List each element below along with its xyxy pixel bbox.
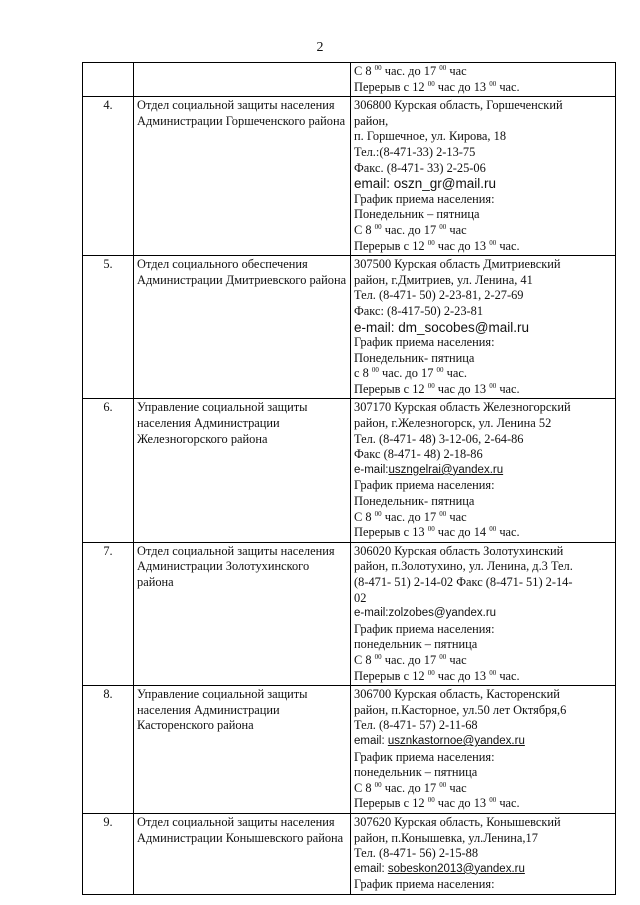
contact-text: 02 bbox=[354, 590, 367, 605]
contact-line bbox=[354, 416, 612, 432]
contact-line bbox=[354, 781, 612, 797]
contact-text: район, г.Дмитриев, ул. Ленина, 41 bbox=[354, 272, 533, 287]
table-row bbox=[83, 813, 616, 894]
contact-text[interactable]: sobeskon2013@yandex.ru bbox=[387, 862, 525, 875]
contact-line bbox=[354, 432, 612, 448]
contact-line bbox=[354, 64, 612, 80]
contact-line bbox=[354, 192, 612, 208]
contact-info-cell bbox=[351, 399, 616, 542]
row-number-cell bbox=[83, 63, 134, 97]
table-row bbox=[83, 97, 616, 256]
row-number-cell: 5. bbox=[83, 256, 134, 399]
contact-text: С 8 bbox=[354, 64, 375, 78]
contact-line bbox=[354, 176, 612, 192]
contact-text[interactable]: usznkastornoe@yandex.ru bbox=[387, 734, 525, 747]
contact-line bbox=[354, 846, 612, 862]
contact-text: Тел. (8-471- 56) 2-15-88 bbox=[354, 846, 479, 861]
contact-text: час до 14 bbox=[434, 525, 490, 540]
contact-line bbox=[354, 304, 612, 320]
time-superscript: 00 bbox=[489, 668, 497, 677]
contact-text: час. до 17 bbox=[381, 64, 440, 78]
contact-text: Перерыв с 12 bbox=[354, 79, 428, 94]
contact-text: час. bbox=[443, 366, 467, 381]
contact-line bbox=[354, 796, 612, 812]
time-superscript: 00 bbox=[427, 796, 435, 805]
time-superscript: 00 bbox=[489, 381, 497, 390]
contact-line bbox=[354, 478, 612, 494]
contact-line bbox=[354, 831, 612, 847]
contact-text: понедельник – пятница bbox=[354, 637, 478, 652]
time-superscript: 00 bbox=[489, 238, 497, 247]
contact-line bbox=[354, 273, 612, 289]
contact-line bbox=[354, 815, 612, 831]
contact-text: С 8 bbox=[354, 509, 375, 524]
contact-text: час. до 17 bbox=[378, 366, 437, 381]
contact-line bbox=[354, 653, 612, 669]
contact-text: район, г.Железногорск, ул. Ленина 52 bbox=[354, 416, 552, 431]
contact-text: e-mail: dm_socobes@mail.ru bbox=[354, 319, 530, 335]
time-superscript: 00 bbox=[439, 509, 447, 518]
contact-line bbox=[354, 750, 612, 766]
time-superscript: 00 bbox=[489, 525, 497, 534]
contact-text: час до 13 bbox=[434, 79, 490, 94]
contact-text: Факс (8-471- 48) 2-18-86 bbox=[354, 447, 483, 462]
contact-text: час до 13 bbox=[434, 238, 490, 253]
contact-text: с 8 bbox=[354, 366, 372, 381]
contact-line bbox=[354, 351, 612, 367]
contact-text: Факс: (8-417-50) 2-23-81 bbox=[354, 303, 484, 318]
contact-text: час до 13 bbox=[434, 796, 490, 811]
table-row bbox=[83, 399, 616, 542]
contact-text: e-mail: bbox=[354, 463, 389, 476]
contact-line bbox=[354, 335, 612, 351]
contact-text: email: oszn_gr@mail.ru bbox=[354, 176, 497, 192]
contact-line bbox=[354, 622, 612, 638]
contact-text: e-mail:zolzobes@yandex.ru bbox=[354, 607, 497, 620]
time-superscript: 00 bbox=[439, 780, 447, 789]
contact-text: 307170 Курская область Железногорский bbox=[354, 400, 571, 415]
contact-text: Перерыв с 13 bbox=[354, 525, 428, 540]
contact-line bbox=[354, 637, 612, 653]
row-number-cell: 8. bbox=[83, 686, 134, 814]
contact-text: Факс. (8-471- 33) 2-25-06 bbox=[354, 160, 486, 175]
contact-text: понедельник – пятница bbox=[354, 765, 478, 780]
contact-text: График приема населения: bbox=[354, 478, 495, 493]
contact-text: район, bbox=[354, 113, 389, 128]
time-superscript: 00 bbox=[439, 652, 447, 661]
contact-text: час. bbox=[496, 381, 520, 396]
contact-line bbox=[354, 320, 612, 336]
time-superscript: 00 bbox=[489, 796, 497, 805]
time-superscript: 00 bbox=[427, 79, 435, 88]
contact-text: час. bbox=[496, 668, 520, 683]
contact-text: Тел. (8-471- 50) 2-23-81, 2-27-69 bbox=[354, 288, 524, 303]
contact-line bbox=[354, 525, 612, 541]
page-number: 2 bbox=[316, 40, 324, 55]
contact-text: район, п.Конышевка, ул.Ленина,17 bbox=[354, 830, 538, 845]
table-row bbox=[83, 256, 616, 399]
time-superscript: 00 bbox=[439, 64, 447, 72]
contact-line bbox=[354, 400, 612, 416]
contact-text[interactable]: uszngelrai@yandex.ru bbox=[388, 463, 504, 476]
time-superscript: 00 bbox=[439, 222, 447, 231]
contact-text: Тел. (8-471- 57) 2-11-68 bbox=[354, 718, 478, 733]
time-superscript: 00 bbox=[374, 509, 382, 518]
contact-text: Тел.:(8-471-33) 2-13-75 bbox=[354, 144, 476, 159]
contact-line bbox=[354, 288, 612, 304]
contact-text: С 8 bbox=[354, 780, 375, 795]
contact-text: email: bbox=[354, 862, 388, 875]
contact-line bbox=[354, 591, 612, 607]
organization-cell: Управление социальной защиты населения Администрации Железногорского района bbox=[134, 399, 351, 542]
contact-line bbox=[354, 510, 612, 526]
contact-info-cell bbox=[351, 813, 616, 894]
organization-cell: Отдел социальной защиты населения Администрации Золотухинского района bbox=[134, 542, 351, 685]
contact-text: График приема населения: bbox=[354, 877, 495, 892]
contact-text: час до 13 bbox=[434, 381, 490, 396]
contact-text: email: bbox=[354, 734, 388, 747]
contact-line bbox=[354, 765, 612, 781]
contact-text: Перерыв с 12 bbox=[354, 668, 428, 683]
contact-text: час. до 17 bbox=[381, 509, 440, 524]
contact-text: Понедельник- пятница bbox=[354, 494, 475, 509]
contact-line bbox=[354, 447, 612, 463]
contact-text: час bbox=[446, 780, 467, 795]
table-row bbox=[83, 542, 616, 685]
contact-text: час до 13 bbox=[434, 668, 490, 683]
time-superscript: 00 bbox=[374, 64, 382, 72]
contact-info-cell bbox=[351, 686, 616, 814]
organization-cell bbox=[134, 63, 351, 97]
table-row bbox=[83, 686, 616, 814]
organization-cell: Управление социальной защиты населения Администрации Касторенского района bbox=[134, 686, 351, 814]
time-superscript: 00 bbox=[374, 780, 382, 789]
contact-info-cell bbox=[351, 542, 616, 685]
contact-line bbox=[354, 223, 612, 239]
contact-line bbox=[354, 366, 612, 382]
time-superscript: 00 bbox=[427, 238, 435, 247]
row-number-cell: 7. bbox=[83, 542, 134, 685]
contact-text: Понедельник – пятница bbox=[354, 207, 480, 222]
contact-text: час bbox=[446, 64, 467, 78]
contact-line bbox=[354, 544, 612, 560]
contact-line bbox=[354, 718, 612, 734]
contact-line bbox=[354, 161, 612, 177]
contact-text: 307500 Курская область Дмитриевский bbox=[354, 257, 561, 272]
contact-text: час. bbox=[496, 525, 520, 540]
contact-text: час. bbox=[496, 79, 520, 94]
contact-line bbox=[354, 862, 612, 878]
time-superscript: 00 bbox=[374, 222, 382, 231]
contact-line bbox=[354, 877, 612, 893]
contact-line bbox=[354, 494, 612, 510]
contact-text: Перерыв с 12 bbox=[354, 796, 428, 811]
time-superscript: 00 bbox=[427, 525, 435, 534]
time-superscript: 00 bbox=[436, 366, 444, 375]
row-number-cell: 9. bbox=[83, 813, 134, 894]
contact-text: Тел. (8-471- 48) 3-12-06, 2-64-86 bbox=[354, 431, 524, 446]
contact-text: 306020 Курская область Золотухинский bbox=[354, 543, 564, 558]
contact-text: час. до 17 bbox=[381, 780, 440, 795]
contact-line bbox=[354, 129, 612, 145]
contact-info-cell bbox=[351, 97, 616, 256]
row-number-cell: 6. bbox=[83, 399, 134, 542]
time-superscript: 00 bbox=[371, 366, 379, 375]
contact-line bbox=[354, 257, 612, 273]
contact-text: 306800 Курская область, Горшеченский bbox=[354, 98, 563, 113]
contact-line bbox=[354, 207, 612, 223]
contact-text: С 8 bbox=[354, 222, 375, 237]
row-number-cell: 4. bbox=[83, 97, 134, 256]
contact-text: График приема населения: bbox=[354, 191, 495, 206]
contact-text: час. до 17 bbox=[381, 222, 440, 237]
organization-cell: Отдел социального обеспечения Администрации Дмитриевского района bbox=[134, 256, 351, 399]
contact-text: (8-471- 51) 2-14-02 Факс (8-471- 51) 2-14- bbox=[354, 575, 573, 589]
contact-line bbox=[354, 559, 612, 575]
time-superscript: 00 bbox=[374, 652, 382, 661]
contact-line bbox=[354, 98, 612, 114]
contact-text: час. до 17 bbox=[381, 652, 440, 667]
contact-text: 306700 Курская область, Касторенский bbox=[354, 687, 560, 702]
time-superscript: 00 bbox=[489, 79, 497, 88]
contact-line bbox=[354, 145, 612, 161]
contact-text: район, п.Касторное, ул.50 лет Октября,6 bbox=[354, 702, 567, 717]
contact-line bbox=[354, 687, 612, 703]
contact-line bbox=[354, 80, 612, 96]
contact-line bbox=[354, 114, 612, 130]
contact-text: С 8 bbox=[354, 652, 375, 667]
time-superscript: 00 bbox=[427, 668, 435, 677]
contact-text: График приема населения: bbox=[354, 621, 495, 636]
contact-info-cell bbox=[351, 256, 616, 399]
contact-info-cell bbox=[351, 63, 616, 97]
contact-text: час bbox=[446, 509, 467, 524]
contact-line bbox=[354, 606, 612, 622]
contact-line bbox=[354, 463, 612, 479]
contact-line bbox=[354, 382, 612, 398]
organization-cell: Отдел социальной защиты населения Администрации Конышевского района bbox=[134, 813, 351, 894]
contact-text: час. bbox=[496, 238, 520, 253]
contact-text: район, п.Золотухино, ул. Ленина, д.3 Тел. bbox=[354, 559, 573, 574]
contact-text: 307620 Курская область, Конышевский bbox=[354, 814, 561, 829]
contact-text: График приема населения: bbox=[354, 749, 495, 764]
contact-text: час bbox=[446, 652, 467, 667]
contact-text: Перерыв с 12 bbox=[354, 381, 428, 396]
contact-line bbox=[354, 575, 612, 591]
contact-text: п. Горшечное, ул. Кирова, 18 bbox=[354, 129, 507, 144]
time-superscript: 00 bbox=[427, 381, 435, 390]
contact-text: час bbox=[446, 222, 467, 237]
table-row bbox=[83, 63, 616, 97]
contact-line bbox=[354, 669, 612, 685]
contacts-table bbox=[82, 62, 616, 895]
contact-text: Понедельник- пятница bbox=[354, 350, 475, 365]
contact-text: График приема населения: bbox=[354, 335, 495, 350]
contact-line bbox=[354, 734, 612, 750]
contacts-table-body bbox=[83, 63, 616, 895]
organization-cell: Отдел социальной защиты населения Администрации Горшеченского района bbox=[134, 97, 351, 256]
contact-line bbox=[354, 703, 612, 719]
contact-text: час. bbox=[496, 796, 520, 811]
contact-text: Перерыв с 12 bbox=[354, 238, 428, 253]
contact-line bbox=[354, 239, 612, 255]
